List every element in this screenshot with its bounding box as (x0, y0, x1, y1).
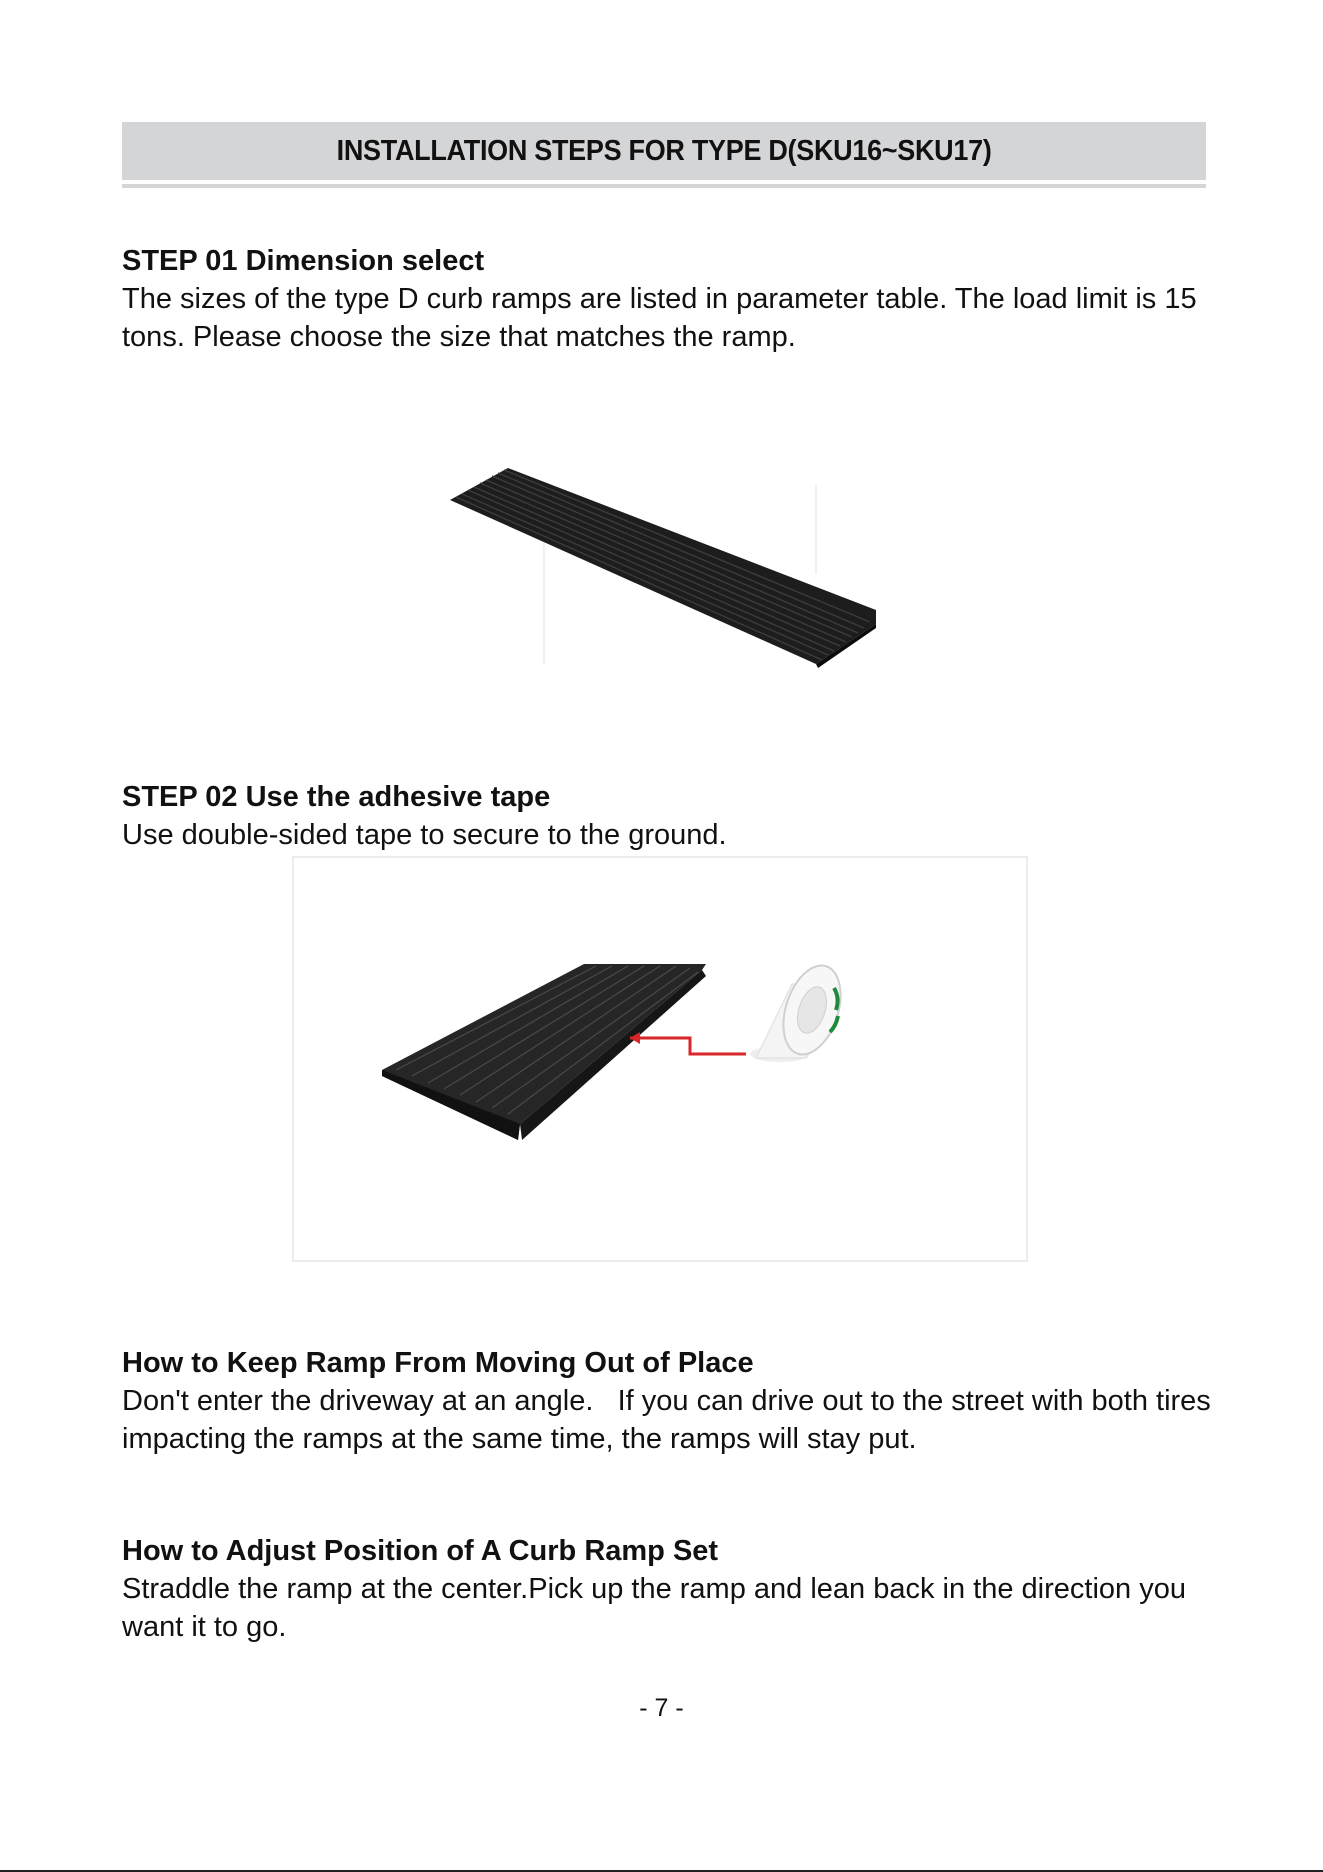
ramp-with-adhesive-tape-image (292, 856, 1028, 1262)
header-divider (122, 184, 1206, 188)
step-02-section (122, 778, 1212, 854)
step-01-heading: STEP 01 Dimension select (122, 245, 485, 277)
step-02-heading: STEP 02 Use the adhesive tape (122, 781, 551, 813)
adjust-position-text: Straddle the ramp at the center.Pick up the ramp and lean back in the direction you want it to go. (122, 1573, 1195, 1643)
page-number: - 7 - (639, 1694, 684, 1722)
adjust-position-section (122, 1532, 1212, 1646)
page-header-band (122, 122, 1206, 180)
adjust-position-heading: How to Adjust Position of A Curb Ramp Set (122, 1535, 719, 1567)
step-01-section (122, 242, 1212, 356)
keep-ramp-in-place-section (122, 1344, 1219, 1458)
step-01-text: The sizes of the type D curb ramps are listed in parameter table. The load limit is 15 tons. Please choose the size that matches the ramp. (122, 283, 1205, 353)
step-02-text: Use double-sided tape to secure to the ground. (122, 819, 727, 851)
page-title: INSTALLATION STEPS FOR TYPE D(SKU16~SKU17) (336, 134, 992, 167)
keep-ramp-text: Don't enter the driveway at an angle. If you can drive out to the street with both tires impacting the ramps at the same time, the ramps will stay put. (122, 1385, 1219, 1455)
curb-ramp-image (440, 456, 890, 676)
keep-ramp-heading: How to Keep Ramp From Moving Out of Place (122, 1347, 754, 1379)
